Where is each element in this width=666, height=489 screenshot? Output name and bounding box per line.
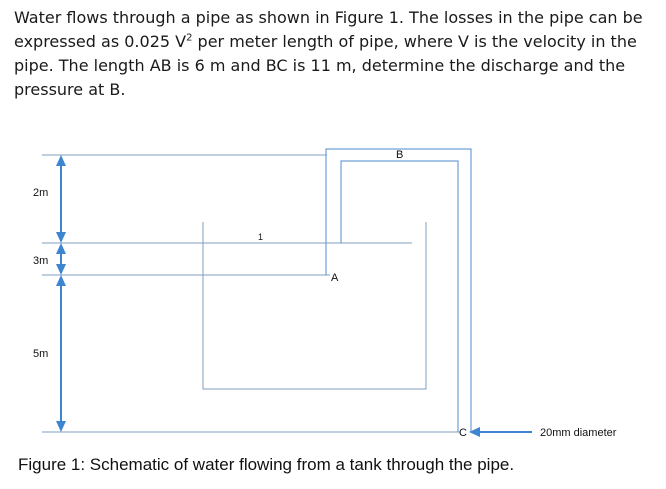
- point-label-b: B: [396, 149, 404, 161]
- dimension-arrow-3m: [56, 243, 66, 275]
- diameter-arrow: [469, 427, 532, 437]
- diameter-label: 20mm diameter: [540, 427, 617, 439]
- figure-caption: Figure 1: Schematic of water flowing from a tank through the pipe.: [18, 455, 515, 474]
- water-level-label: 1: [258, 232, 264, 242]
- tank-outline: [203, 222, 426, 389]
- pipe-inner-wall: [341, 161, 458, 432]
- problem-text-after: per meter length of pipe, where V is the velocity in the pipe. The length AB is 6 m and BC is 11 m, determine the discharge and the pressure at B.: [14, 32, 637, 99]
- point-label-c: C: [459, 427, 467, 439]
- dimension-arrow-5m: [56, 275, 66, 432]
- velocity-exponent: 2: [186, 32, 193, 44]
- point-label-a: A: [331, 272, 339, 284]
- problem-text-before: Water flows through a pipe as shown in Figure 1. The losses in the pipe can be expressed as 0.025 V: [14, 8, 643, 51]
- pipe-outer-wall: [326, 149, 471, 432]
- dimension-label-2m: 2m: [33, 187, 49, 199]
- dimension-label-5m: 5m: [33, 348, 49, 360]
- dimension-arrow-2m: [56, 155, 66, 243]
- dimension-label-3m: 3m: [33, 255, 49, 267]
